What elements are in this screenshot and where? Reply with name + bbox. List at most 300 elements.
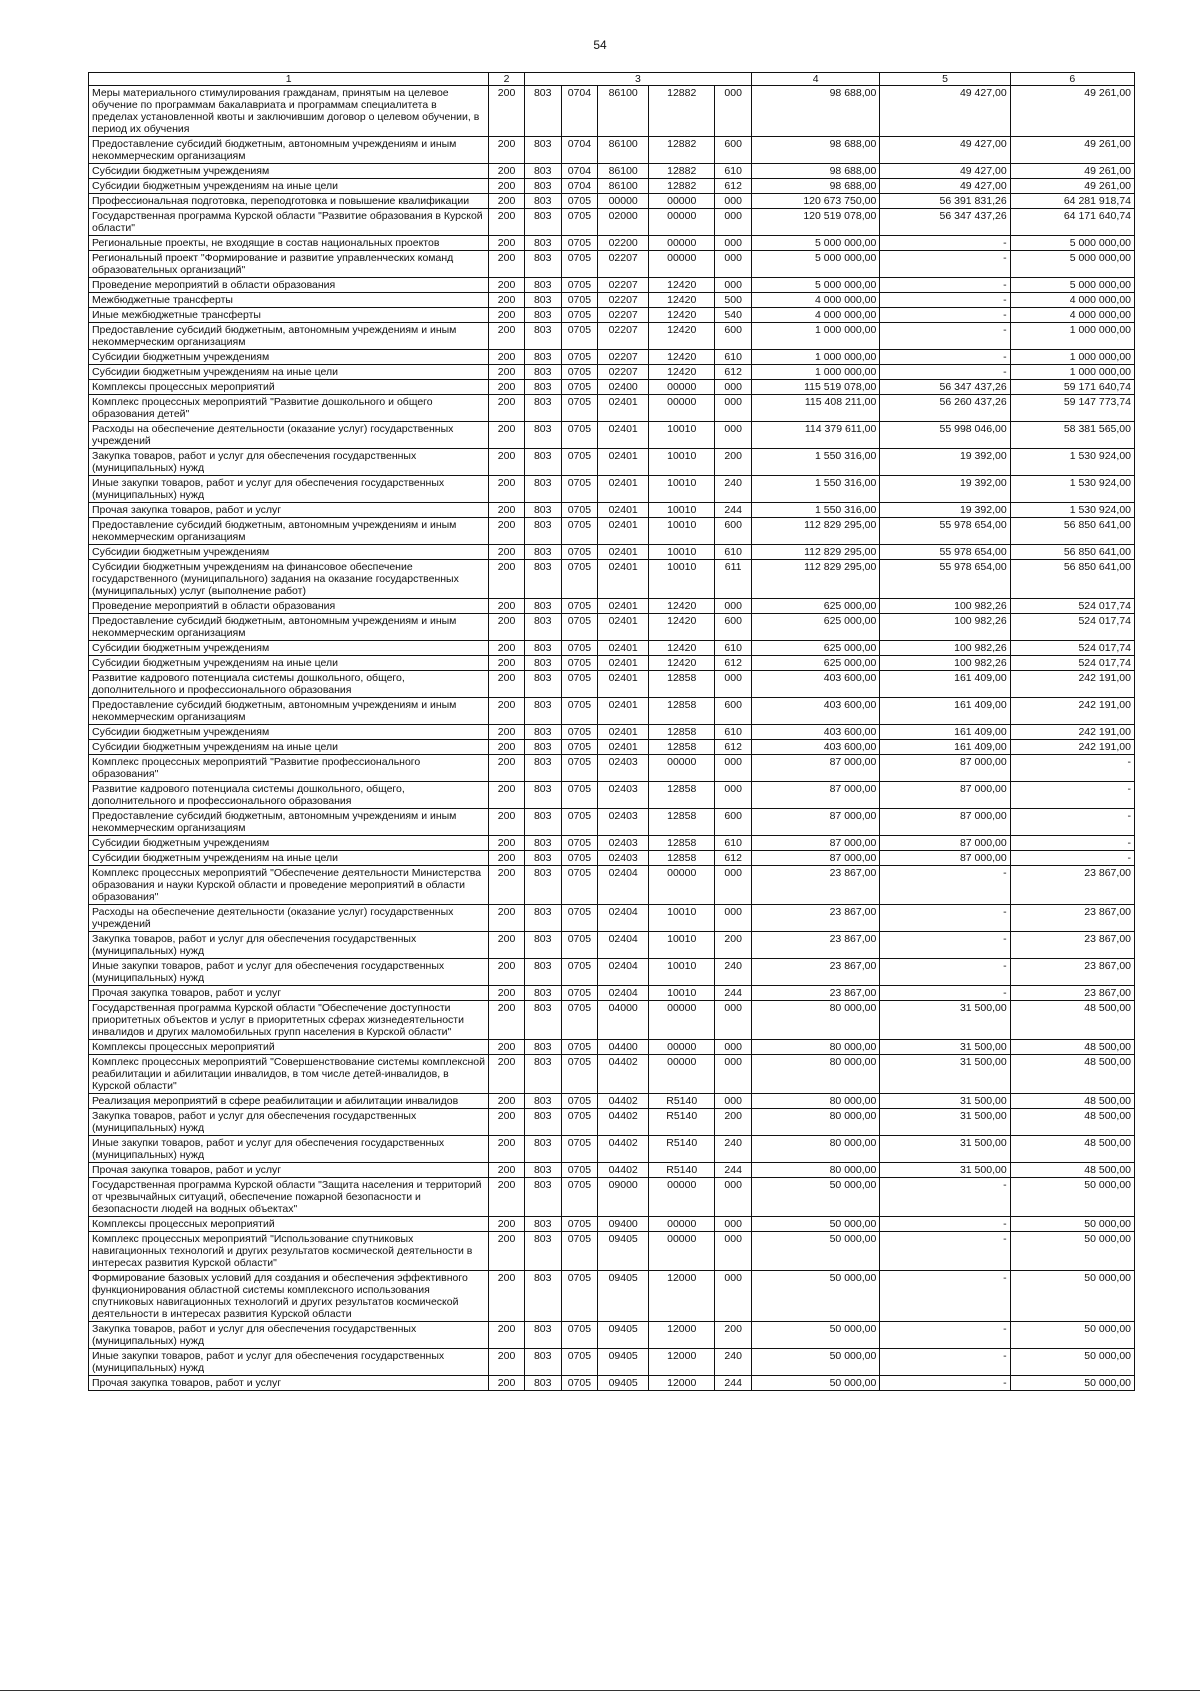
code-expense-type: 200 xyxy=(715,449,752,476)
code-subsection: 0705 xyxy=(561,1094,598,1109)
amount-total: 403 600,00 xyxy=(752,671,880,698)
code-target-a: 09405 xyxy=(598,1322,649,1349)
table-row xyxy=(89,86,1135,137)
row-name: Закупка товаров, работ и услуг для обеспечения государственных (муниципальных) нужд xyxy=(89,1322,489,1349)
code-section: 803 xyxy=(524,1217,561,1232)
table-row xyxy=(89,698,1135,725)
amount-col-5: - xyxy=(880,323,1010,350)
table-header xyxy=(89,73,1135,86)
code-section: 803 xyxy=(524,851,561,866)
code-expense-type: 612 xyxy=(715,656,752,671)
amount-total: 23 867,00 xyxy=(752,866,880,905)
amount-col-6: 5 000 000,00 xyxy=(1010,251,1134,278)
table-row xyxy=(89,545,1135,560)
amount-total: 403 600,00 xyxy=(752,698,880,725)
code-section: 803 xyxy=(524,545,561,560)
amount-col-6: 50 000,00 xyxy=(1010,1232,1134,1271)
code-target-b: 00000 xyxy=(649,395,715,422)
code-subsection: 0705 xyxy=(561,545,598,560)
code-target-b: 10010 xyxy=(649,476,715,503)
table-row xyxy=(89,959,1135,986)
code-subsection: 0705 xyxy=(561,1001,598,1040)
code-expense-type: 600 xyxy=(715,614,752,641)
code-target-b: 12420 xyxy=(649,350,715,365)
code-target-a: 02401 xyxy=(598,725,649,740)
amount-col-5: 31 500,00 xyxy=(880,1163,1010,1178)
code-expense-type: 000 xyxy=(715,866,752,905)
amount-total: 1 550 316,00 xyxy=(752,449,880,476)
code-target-a: 02207 xyxy=(598,365,649,380)
row-name: Государственная программа Курской области "Защита населения и территорий от чрезвычайных ситуаций, обеспечение пожарной безопасности и безопасности людей на водных объектах" xyxy=(89,1178,489,1217)
amount-col-5: 55 978 654,00 xyxy=(880,560,1010,599)
row-name: Развитие кадрового потенциала системы дошкольного, общего, дополнительного и профессионального образования xyxy=(89,782,489,809)
code-target-a: 02207 xyxy=(598,308,649,323)
row-name: Иные межбюджетные трансферты xyxy=(89,308,489,323)
code-target-b: 00000 xyxy=(649,194,715,209)
code-subsection: 0705 xyxy=(561,851,598,866)
code-section: 803 xyxy=(524,194,561,209)
amount-total: 87 000,00 xyxy=(752,851,880,866)
code-section: 803 xyxy=(524,932,561,959)
code-target-b: 12858 xyxy=(649,836,715,851)
code-subsection: 0705 xyxy=(561,449,598,476)
table-row xyxy=(89,740,1135,755)
amount-total: 115 519 078,00 xyxy=(752,380,880,395)
code-expense-type: 200 xyxy=(715,932,752,959)
amount-col-5: 161 409,00 xyxy=(880,698,1010,725)
table-row xyxy=(89,518,1135,545)
amount-col-5: 49 427,00 xyxy=(880,137,1010,164)
code-section: 803 xyxy=(524,323,561,350)
code-target-a: 09000 xyxy=(598,1178,649,1217)
code-section: 803 xyxy=(524,866,561,905)
code-target-a: 86100 xyxy=(598,86,649,137)
amount-total: 80 000,00 xyxy=(752,1163,880,1178)
table-row xyxy=(89,599,1135,614)
amount-total: 120 519 078,00 xyxy=(752,209,880,236)
table-row xyxy=(89,209,1135,236)
table-row xyxy=(89,1217,1135,1232)
code-grbs: 200 xyxy=(489,1001,525,1040)
code-subsection: 0705 xyxy=(561,323,598,350)
amount-col-5: 161 409,00 xyxy=(880,671,1010,698)
code-target-a: 02207 xyxy=(598,350,649,365)
amount-col-6: 50 000,00 xyxy=(1010,1271,1134,1322)
amount-total: 5 000 000,00 xyxy=(752,236,880,251)
code-target-a: 02401 xyxy=(598,740,649,755)
code-expense-type: 612 xyxy=(715,365,752,380)
code-target-a: 09405 xyxy=(598,1376,649,1391)
amount-col-6: 49 261,00 xyxy=(1010,86,1134,137)
table-row xyxy=(89,782,1135,809)
code-subsection: 0705 xyxy=(561,1349,598,1376)
code-target-a: 02000 xyxy=(598,209,649,236)
amount-total: 98 688,00 xyxy=(752,164,880,179)
row-name: Субсидии бюджетным учреждениям xyxy=(89,836,489,851)
amount-col-6: - xyxy=(1010,836,1134,851)
code-subsection: 0704 xyxy=(561,137,598,164)
code-expense-type: 244 xyxy=(715,503,752,518)
code-target-b: 00000 xyxy=(649,209,715,236)
amount-total: 625 000,00 xyxy=(752,614,880,641)
code-target-b: 10010 xyxy=(649,545,715,560)
table-row xyxy=(89,866,1135,905)
amount-col-5: - xyxy=(880,1271,1010,1322)
amount-total: 120 673 750,00 xyxy=(752,194,880,209)
table-row xyxy=(89,725,1135,740)
table-row xyxy=(89,656,1135,671)
code-target-a: 02401 xyxy=(598,614,649,641)
amount-col-6: 1 000 000,00 xyxy=(1010,350,1134,365)
code-section: 803 xyxy=(524,1040,561,1055)
table-row xyxy=(89,755,1135,782)
code-subsection: 0705 xyxy=(561,836,598,851)
row-name: Меры материального стимулирования гражданам, принятым на целевое обучение по программам бакалавриата и программам специалитета в пределах установленной квоты и заключившим договор о целевом обучении, в период их обучения xyxy=(89,86,489,137)
code-expense-type: 000 xyxy=(715,671,752,698)
amount-col-6: - xyxy=(1010,809,1134,836)
table-row xyxy=(89,449,1135,476)
code-section: 803 xyxy=(524,986,561,1001)
amount-col-5: - xyxy=(880,1178,1010,1217)
code-section: 803 xyxy=(524,656,561,671)
amount-col-6: 64 171 640,74 xyxy=(1010,209,1134,236)
code-expense-type: 000 xyxy=(715,1040,752,1055)
code-expense-type: 612 xyxy=(715,851,752,866)
code-grbs: 200 xyxy=(489,836,525,851)
amount-col-5: 31 500,00 xyxy=(880,1001,1010,1040)
code-subsection: 0705 xyxy=(561,1322,598,1349)
amount-total: 50 000,00 xyxy=(752,1217,880,1232)
header-col-5: 5 xyxy=(880,73,1010,86)
code-target-a: 86100 xyxy=(598,137,649,164)
code-expense-type: 000 xyxy=(715,236,752,251)
code-subsection: 0705 xyxy=(561,755,598,782)
code-expense-type: 610 xyxy=(715,641,752,656)
code-target-a: 02401 xyxy=(598,545,649,560)
amount-col-6: 50 000,00 xyxy=(1010,1178,1134,1217)
amount-col-6: 50 000,00 xyxy=(1010,1217,1134,1232)
row-name: Иные закупки товаров, работ и услуг для обеспечения государственных (муниципальных) нужд xyxy=(89,1136,489,1163)
amount-col-5: 161 409,00 xyxy=(880,725,1010,740)
code-grbs: 200 xyxy=(489,365,525,380)
code-section: 803 xyxy=(524,782,561,809)
table-row xyxy=(89,1322,1135,1349)
code-grbs: 200 xyxy=(489,851,525,866)
code-target-b: R5140 xyxy=(649,1094,715,1109)
amount-total: 1 000 000,00 xyxy=(752,350,880,365)
code-grbs: 200 xyxy=(489,1163,525,1178)
code-target-a: 02401 xyxy=(598,560,649,599)
code-grbs: 200 xyxy=(489,236,525,251)
code-expense-type: 240 xyxy=(715,959,752,986)
code-target-b: 10010 xyxy=(649,905,715,932)
code-subsection: 0705 xyxy=(561,671,598,698)
code-grbs: 200 xyxy=(489,449,525,476)
table-row xyxy=(89,986,1135,1001)
code-expense-type: 240 xyxy=(715,1349,752,1376)
code-expense-type: 240 xyxy=(715,476,752,503)
code-subsection: 0705 xyxy=(561,986,598,1001)
amount-total: 403 600,00 xyxy=(752,740,880,755)
amount-total: 80 000,00 xyxy=(752,1136,880,1163)
code-expense-type: 610 xyxy=(715,545,752,560)
code-expense-type: 000 xyxy=(715,380,752,395)
amount-col-6: 48 500,00 xyxy=(1010,1040,1134,1055)
code-target-b: 12858 xyxy=(649,671,715,698)
table-row xyxy=(89,1001,1135,1040)
table-row xyxy=(89,809,1135,836)
table-row xyxy=(89,350,1135,365)
code-section: 803 xyxy=(524,1055,561,1094)
amount-col-6: 4 000 000,00 xyxy=(1010,308,1134,323)
amount-col-5: 56 347 437,26 xyxy=(880,209,1010,236)
table-row xyxy=(89,293,1135,308)
code-section: 803 xyxy=(524,599,561,614)
code-target-a: 86100 xyxy=(598,179,649,194)
code-target-b: 12420 xyxy=(649,599,715,614)
amount-col-5: - xyxy=(880,986,1010,1001)
code-expense-type: 000 xyxy=(715,395,752,422)
table-row xyxy=(89,236,1135,251)
amount-total: 50 000,00 xyxy=(752,1322,880,1349)
code-target-b: 12858 xyxy=(649,851,715,866)
code-expense-type: 000 xyxy=(715,1217,752,1232)
code-grbs: 200 xyxy=(489,599,525,614)
table-row xyxy=(89,905,1135,932)
code-expense-type: 600 xyxy=(715,698,752,725)
code-subsection: 0705 xyxy=(561,518,598,545)
code-subsection: 0705 xyxy=(561,1217,598,1232)
code-subsection: 0705 xyxy=(561,1232,598,1271)
code-subsection: 0705 xyxy=(561,1109,598,1136)
code-subsection: 0705 xyxy=(561,209,598,236)
code-target-b: 10010 xyxy=(649,986,715,1001)
code-subsection: 0705 xyxy=(561,725,598,740)
amount-col-6: 242 191,00 xyxy=(1010,698,1134,725)
table-row xyxy=(89,932,1135,959)
row-name: Субсидии бюджетным учреждениям xyxy=(89,164,489,179)
code-target-b: 12882 xyxy=(649,86,715,137)
code-subsection: 0705 xyxy=(561,308,598,323)
code-section: 803 xyxy=(524,1094,561,1109)
amount-total: 87 000,00 xyxy=(752,836,880,851)
code-section: 803 xyxy=(524,641,561,656)
code-expense-type: 000 xyxy=(715,1001,752,1040)
code-expense-type: 000 xyxy=(715,782,752,809)
code-grbs: 200 xyxy=(489,1109,525,1136)
code-expense-type: 000 xyxy=(715,251,752,278)
amount-total: 5 000 000,00 xyxy=(752,278,880,293)
code-target-a: 09405 xyxy=(598,1271,649,1322)
row-name: Развитие кадрового потенциала системы дошкольного, общего, дополнительного и профессионального образования xyxy=(89,671,489,698)
code-section: 803 xyxy=(524,614,561,641)
row-name: Государственная программа Курской области "Обеспечение доступности приоритетных объектов и услуг в приоритетных сферах жизнедеятельности инвалидов и других маломобильных групп населения в Курской области" xyxy=(89,1001,489,1040)
row-name: Комплексы процессных мероприятий xyxy=(89,380,489,395)
amount-col-6: 1 530 924,00 xyxy=(1010,503,1134,518)
code-target-a: 02400 xyxy=(598,380,649,395)
code-expense-type: 000 xyxy=(715,1232,752,1271)
amount-col-6: 50 000,00 xyxy=(1010,1349,1134,1376)
code-subsection: 0705 xyxy=(561,1271,598,1322)
code-expense-type: 612 xyxy=(715,179,752,194)
code-target-b: 00000 xyxy=(649,251,715,278)
amount-total: 87 000,00 xyxy=(752,809,880,836)
code-target-b: 12000 xyxy=(649,1271,715,1322)
amount-total: 50 000,00 xyxy=(752,1349,880,1376)
code-subsection: 0705 xyxy=(561,641,598,656)
code-section: 803 xyxy=(524,560,561,599)
code-grbs: 200 xyxy=(489,395,525,422)
amount-col-5: 31 500,00 xyxy=(880,1094,1010,1109)
code-subsection: 0705 xyxy=(561,782,598,809)
row-name: Расходы на обеспечение деятельности (оказание услуг) государственных учреждений xyxy=(89,422,489,449)
page-bottom-rule xyxy=(0,1690,1200,1691)
code-grbs: 200 xyxy=(489,755,525,782)
code-target-a: 02200 xyxy=(598,236,649,251)
row-name: Субсидии бюджетным учреждениям xyxy=(89,350,489,365)
amount-total: 112 829 295,00 xyxy=(752,518,880,545)
code-target-a: 02401 xyxy=(598,476,649,503)
code-target-b: 10010 xyxy=(649,518,715,545)
code-target-a: 02207 xyxy=(598,293,649,308)
code-target-a: 86100 xyxy=(598,164,649,179)
table-body xyxy=(89,86,1135,1391)
code-target-a: 00000 xyxy=(598,194,649,209)
row-name: Закупка товаров, работ и услуг для обеспечения государственных (муниципальных) нужд xyxy=(89,1109,489,1136)
code-grbs: 200 xyxy=(489,740,525,755)
amount-col-6: 48 500,00 xyxy=(1010,1109,1134,1136)
code-target-b: R5140 xyxy=(649,1163,715,1178)
table-row xyxy=(89,836,1135,851)
code-expense-type: 000 xyxy=(715,1271,752,1322)
code-target-b: 12420 xyxy=(649,365,715,380)
code-expense-type: 000 xyxy=(715,278,752,293)
amount-col-6: 1 000 000,00 xyxy=(1010,365,1134,380)
code-grbs: 200 xyxy=(489,86,525,137)
table-row xyxy=(89,1094,1135,1109)
amount-col-6: 49 261,00 xyxy=(1010,164,1134,179)
amount-col-6: 49 261,00 xyxy=(1010,137,1134,164)
budget-table xyxy=(88,72,1135,1391)
header-col-3: 3 xyxy=(524,73,751,86)
row-name: Межбюджетные трансферты xyxy=(89,293,489,308)
code-grbs: 200 xyxy=(489,308,525,323)
code-target-a: 04402 xyxy=(598,1055,649,1094)
code-target-b: 00000 xyxy=(649,755,715,782)
code-target-b: 12420 xyxy=(649,641,715,656)
amount-total: 80 000,00 xyxy=(752,1109,880,1136)
code-subsection: 0705 xyxy=(561,1163,598,1178)
code-grbs: 200 xyxy=(489,545,525,560)
amount-col-6: 23 867,00 xyxy=(1010,866,1134,905)
code-section: 803 xyxy=(524,86,561,137)
code-target-b: 00000 xyxy=(649,1178,715,1217)
code-expense-type: 000 xyxy=(715,1094,752,1109)
amount-total: 1 550 316,00 xyxy=(752,476,880,503)
table-row xyxy=(89,308,1135,323)
code-expense-type: 200 xyxy=(715,1109,752,1136)
code-grbs: 200 xyxy=(489,560,525,599)
code-section: 803 xyxy=(524,1376,561,1391)
amount-col-6: 48 500,00 xyxy=(1010,1055,1134,1094)
code-subsection: 0705 xyxy=(561,251,598,278)
table-row xyxy=(89,1232,1135,1271)
header-col-4: 4 xyxy=(752,73,880,86)
code-target-b: 10010 xyxy=(649,932,715,959)
amount-col-5: 31 500,00 xyxy=(880,1109,1010,1136)
table-row xyxy=(89,251,1135,278)
row-name: Иные закупки товаров, работ и услуг для обеспечения государственных (муниципальных) нужд xyxy=(89,959,489,986)
code-subsection: 0705 xyxy=(561,866,598,905)
code-target-a: 02401 xyxy=(598,422,649,449)
code-grbs: 200 xyxy=(489,323,525,350)
amount-col-5: - xyxy=(880,905,1010,932)
amount-col-5: 49 427,00 xyxy=(880,164,1010,179)
amount-col-6: 48 500,00 xyxy=(1010,1163,1134,1178)
code-grbs: 200 xyxy=(489,932,525,959)
row-name: Предоставление субсидий бюджетным, автономным учреждениям и иным некоммерческим организациям xyxy=(89,518,489,545)
amount-total: 23 867,00 xyxy=(752,986,880,1001)
amount-col-6: 1 530 924,00 xyxy=(1010,476,1134,503)
amount-col-5: 31 500,00 xyxy=(880,1136,1010,1163)
amount-col-5: - xyxy=(880,932,1010,959)
amount-total: 5 000 000,00 xyxy=(752,251,880,278)
amount-col-6: 5 000 000,00 xyxy=(1010,278,1134,293)
amount-col-5: 56 347 437,26 xyxy=(880,380,1010,395)
row-name: Предоставление субсидий бюджетным, автономным учреждениям и иным некоммерческим организациям xyxy=(89,698,489,725)
code-section: 803 xyxy=(524,380,561,395)
code-target-b: 12000 xyxy=(649,1322,715,1349)
code-grbs: 200 xyxy=(489,782,525,809)
amount-col-5: 19 392,00 xyxy=(880,503,1010,518)
amount-total: 115 408 211,00 xyxy=(752,395,880,422)
code-target-b: 12420 xyxy=(649,323,715,350)
amount-total: 625 000,00 xyxy=(752,599,880,614)
table-row xyxy=(89,179,1135,194)
code-target-b: 00000 xyxy=(649,1001,715,1040)
code-grbs: 200 xyxy=(489,179,525,194)
amount-total: 50 000,00 xyxy=(752,1178,880,1217)
row-name: Прочая закупка товаров, работ и услуг xyxy=(89,1376,489,1391)
code-target-a: 02401 xyxy=(598,395,649,422)
code-expense-type: 600 xyxy=(715,809,752,836)
code-section: 803 xyxy=(524,1178,561,1217)
amount-col-5: - xyxy=(880,1217,1010,1232)
row-name: Комплекс процессных мероприятий "Совершенствование системы комплексной реабилитации и абилитации инвалидов, в том числе детей-инвалидов, в Курской области" xyxy=(89,1055,489,1094)
page-number: 54 xyxy=(593,38,607,52)
code-section: 803 xyxy=(524,164,561,179)
amount-col-5: - xyxy=(880,959,1010,986)
amount-col-5: 87 000,00 xyxy=(880,836,1010,851)
row-name: Комплекс процессных мероприятий "Развитие профессионального образования" xyxy=(89,755,489,782)
table-row xyxy=(89,1349,1135,1376)
row-name: Профессиональная подготовка, переподготовка и повышение квалификации xyxy=(89,194,489,209)
table-row xyxy=(89,851,1135,866)
row-name: Предоставление субсидий бюджетным, автономным учреждениям и иным некоммерческим организациям xyxy=(89,137,489,164)
row-name: Региональный проект "Формирование и развитие управленческих команд образовательных организаций" xyxy=(89,251,489,278)
header-row xyxy=(89,73,1135,86)
code-target-a: 09405 xyxy=(598,1349,649,1376)
amount-col-5: 87 000,00 xyxy=(880,782,1010,809)
code-grbs: 200 xyxy=(489,1376,525,1391)
amount-total: 23 867,00 xyxy=(752,932,880,959)
code-section: 803 xyxy=(524,503,561,518)
amount-col-6: 59 147 773,74 xyxy=(1010,395,1134,422)
amount-col-6: 23 867,00 xyxy=(1010,905,1134,932)
header-col-2: 2 xyxy=(489,73,525,86)
code-grbs: 200 xyxy=(489,1136,525,1163)
code-subsection: 0705 xyxy=(561,740,598,755)
